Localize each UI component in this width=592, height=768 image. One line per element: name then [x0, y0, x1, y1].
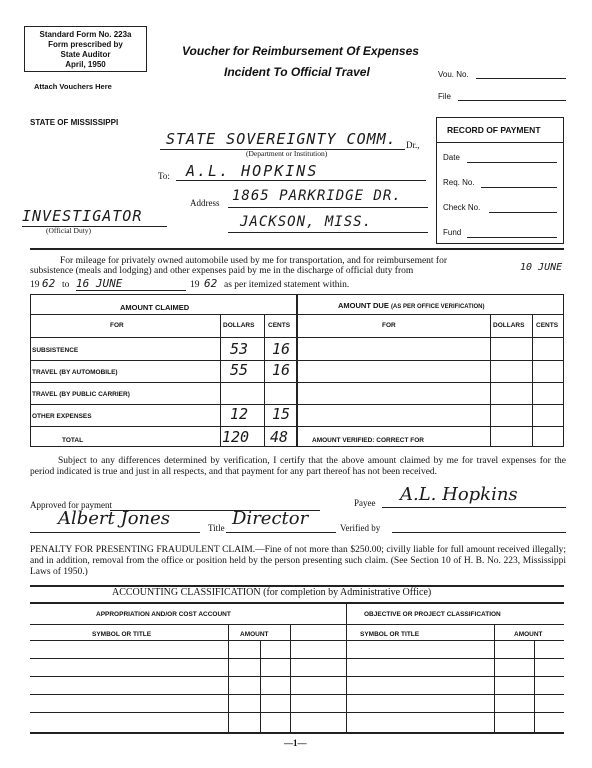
period-to-date[interactable]: 16 JUNE — [76, 277, 123, 290]
payee-label: Payee — [354, 498, 376, 508]
form-title-line1: Voucher for Reimbursement Of Expenses — [182, 44, 419, 58]
form-title-line2: Incident To Official Travel — [224, 65, 370, 79]
row-subsistence-cents[interactable]: 16 — [272, 340, 291, 358]
amount-verified-note: AMOUNT VERIFIED: CORRECT FOR — [312, 437, 424, 444]
to-label: To: — [158, 171, 170, 181]
penalty-heading: PENALTY FOR PRESENTING FRAUDULENT CLAIM. — [30, 545, 256, 555]
amount-due-title: AMOUNT DUE — [338, 301, 389, 310]
official-duty-value[interactable]: INVESTIGATOR — [22, 207, 143, 225]
accounting-right-heading: OBJECTIVE OR PROJECT CLASSIFICATION — [364, 611, 501, 618]
payee-name[interactable]: A.L. HOPKINS — [186, 162, 319, 180]
mileage-paragraph-a: For mileage for privately owned automobile used by me for transportation, and for reimbursement for — [60, 256, 448, 266]
form-authority: State Auditor — [60, 50, 111, 59]
accounting-heading: ACCOUNTING CLASSIFICATION (for completion by Administrative Office) — [112, 587, 432, 598]
row-total-dollars[interactable]: 120 — [222, 428, 250, 446]
address-line1[interactable]: 1865 PARKRIDGE DR. — [232, 188, 402, 204]
form-date: April, 1950 — [65, 60, 106, 69]
row-total-label: TOTAL — [62, 437, 84, 444]
amount-claimed-heading: AMOUNT CLAIMED — [120, 303, 190, 312]
year-prefix-2: 19 — [190, 280, 200, 290]
form-number: Standard Form No. 223a — [39, 30, 132, 39]
voucher-number-field[interactable] — [476, 78, 566, 79]
row-subsistence-dollars[interactable]: 53 — [230, 340, 249, 358]
row-travel-auto-dollars[interactable]: 55 — [230, 361, 249, 379]
due-col-cents: CENTS — [536, 322, 559, 329]
row-travel-auto-label: TRAVEL (BY AUTOMOBILE) — [32, 369, 118, 376]
address-line2[interactable]: JACKSON, MISS. — [240, 214, 373, 230]
row-total-cents[interactable]: 48 — [270, 428, 289, 446]
certification-paragraph: Subject to any differences determined by verification, I certify that the above amount claimed by me for travel expenses for the period indicated is true and just in all respects, and that payment for any part thereof has not been received. — [30, 456, 566, 477]
record-check-label: Check No. — [443, 203, 481, 212]
record-date-label: Date — [443, 153, 460, 162]
year-2[interactable]: 62 — [204, 277, 218, 290]
attach-note: Attach Vouchers Here — [34, 82, 112, 91]
accounting-left-amount: AMOUNT — [240, 631, 269, 638]
penalty-text: —Fine of not more than $250.00; civilly liable for full amount received illegally; and in addition, removal from the office or position held by the person presenting such claim. (See Section 10 of H. B. No. 223, Mississippi Laws of 1950.) — [30, 545, 566, 577]
record-fund-label: Fund — [443, 228, 462, 237]
claimed-col-dollars: DOLLARS — [223, 322, 255, 329]
year-1[interactable]: 62 — [42, 277, 56, 290]
accounting-right-symbol: SYMBOL OR TITLE — [360, 631, 420, 638]
record-req-field[interactable] — [481, 187, 557, 188]
department-value[interactable]: STATE SOVEREIGNTY COMM. — [166, 130, 397, 148]
approver-title[interactable]: Director — [232, 508, 309, 529]
state-label: STATE OF MISSISSIPPI — [30, 118, 119, 127]
form-number-box — [24, 26, 147, 72]
payee-signature[interactable]: A.L. Hopkins — [400, 484, 518, 505]
approved-label: Approved for payment — [30, 500, 112, 510]
to-word: to — [62, 280, 70, 290]
file-label: File — [438, 92, 451, 101]
page-number: —1— — [284, 738, 307, 748]
due-col-dollars: DOLLARS — [493, 322, 525, 329]
form-prescribed: Form prescribed by — [48, 40, 123, 49]
row-travel-public-label: TRAVEL (BY PUBLIC CARRIER) — [32, 391, 130, 398]
voucher-number-label: Vou. No. — [438, 70, 469, 79]
department-suffix: Dr., — [406, 140, 420, 150]
record-date-field[interactable] — [467, 162, 557, 163]
row-travel-auto-cents[interactable]: 16 — [272, 361, 291, 379]
claimed-col-for: FOR — [110, 322, 124, 329]
accounting-left-symbol: SYMBOL OR TITLE — [92, 631, 152, 638]
department-caption: (Department or Institution) — [246, 149, 328, 158]
row-other-cents[interactable]: 15 — [272, 405, 291, 423]
mileage-paragraph-b: subsistence (meals and lodging) and other expenses paid by me in the discharge of official duty from — [30, 266, 414, 276]
accounting-right-amount: AMOUNT — [514, 631, 543, 638]
accounting-left-heading: APPROPRIATION AND/OR COST ACCOUNT — [96, 611, 231, 618]
record-heading: RECORD OF PAYMENT — [447, 125, 541, 135]
title-label: Title — [208, 523, 225, 533]
file-field[interactable] — [458, 100, 566, 101]
record-req-label: Req. No. — [443, 178, 475, 187]
amount-due-note: (AS PER OFFICE VERIFICATION) — [390, 304, 485, 310]
record-of-payment-box — [436, 117, 564, 244]
mileage-paragraph-c: as per itemized statement within. — [224, 280, 350, 290]
due-col-for: FOR — [382, 322, 396, 329]
period-from-date[interactable]: 10 JUNE — [520, 262, 563, 273]
record-fund-field[interactable] — [467, 237, 557, 238]
penalty-paragraph — [30, 545, 566, 578]
verified-label: Verified by — [340, 523, 381, 533]
official-duty-caption: (Official Duty) — [46, 226, 92, 235]
year-prefix-1: 19 — [30, 280, 40, 290]
approver-signature[interactable]: Albert Jones — [58, 508, 171, 529]
amount-due-heading — [338, 301, 485, 310]
verified-by-field[interactable] — [392, 532, 566, 533]
record-check-field[interactable] — [489, 212, 557, 213]
row-other-label: OTHER EXPENSES — [32, 413, 92, 420]
row-subsistence-label: SUBSISTENCE — [32, 347, 79, 354]
claimed-col-cents: CENTS — [268, 322, 291, 329]
row-other-dollars[interactable]: 12 — [230, 405, 249, 423]
address-label: Address — [190, 198, 220, 208]
